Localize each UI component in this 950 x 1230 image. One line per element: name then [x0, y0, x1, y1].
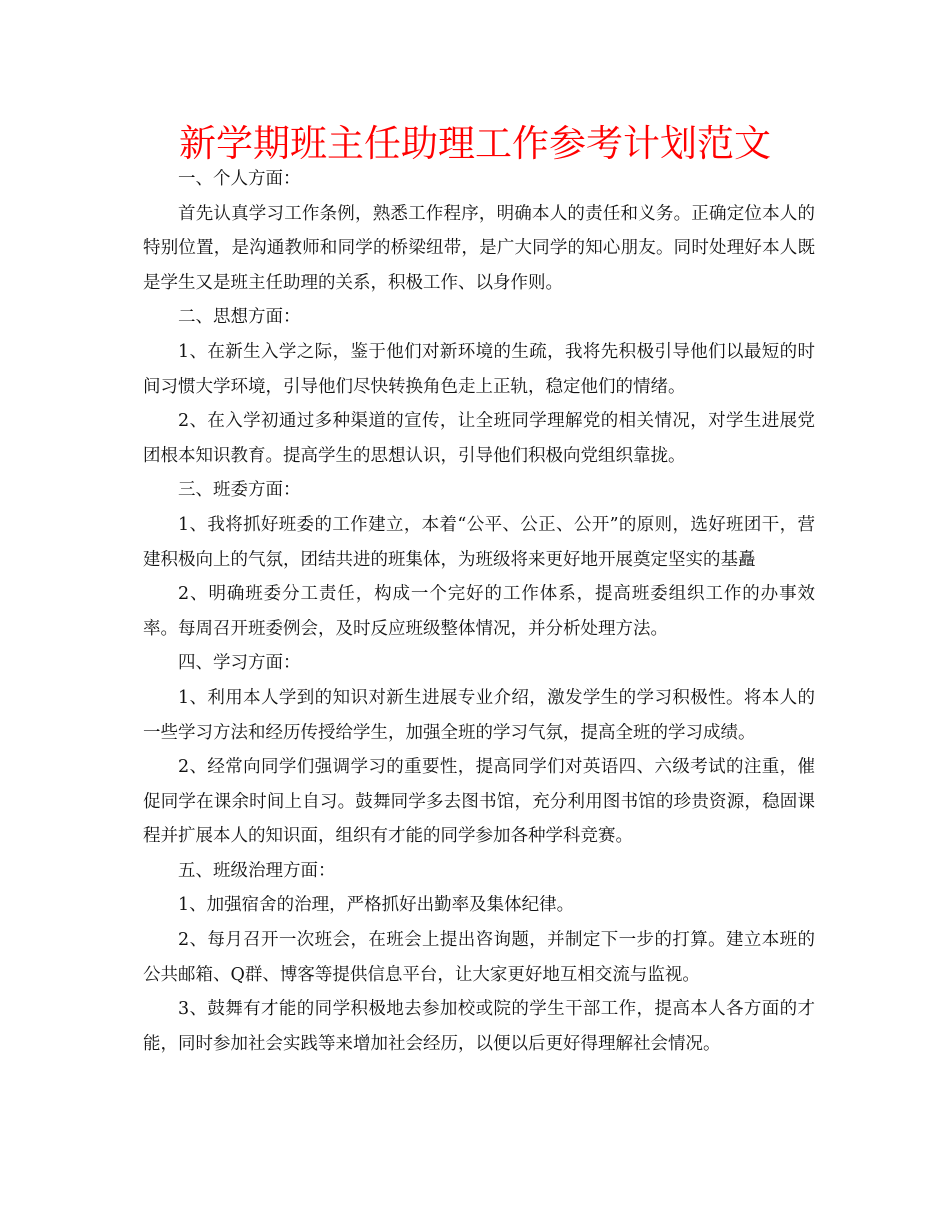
paragraph: 2、在入学初通过多种渠道的宣传，让全班同学理解党的相关情况，对学生进展党团根本知识教育。提高学生的思想认识，引导他们积极向党组织靠拢。: [143, 411, 815, 466]
paragraph: 1、加强宿舍的治理，严格抓好出勤率及集体纪律。: [178, 895, 575, 916]
paragraph: 2、明确班委分工责任，构成一个完好的工作体系，提高班委组织工作的办事效率。每周召开班委例会，及时反应班级整体情况，并分析处理方法。: [143, 584, 815, 639]
section-heading-study: 四、学习方面：: [178, 653, 301, 674]
document-body: [143, 162, 815, 1061]
section-heading-thought: 二、思想方面：: [178, 307, 301, 328]
paragraph: 2、每月召开一次班会，在班会上提出咨询题，并制定下一步的打算。建立本班的公共邮箱、Q群、博客等提供信息平台，让大家更好地互相交流与监视。: [143, 930, 815, 985]
paragraph: 2、经常向同学们强调学习的重要性，提高同学们对英语四、六级考试的注重，催促同学在课余时间上自习。鼓舞同学多去图书馆，充分利用图书馆的珍贵资源，稳固课程并扩展本人的知识面，组织有才能的同学参加各种学科竞赛。: [143, 757, 815, 847]
paragraph: 1、利用本人学到的知识对新生进展专业介绍，激发学生的学习积极性。将本人的一些学习方法和经历传授给学生，加强全班的学习气氛，提高全班的学习成绩。: [143, 687, 815, 743]
paragraph: 首先认真学习工作条例，熟悉工作程序，明确本人的责任和义务。正确定位本人的特别位置，是沟通教师和同学的桥梁纽带，是广大同学的知心朋友。同时处理好本人既是学生又是班主任助理的关系，积极工作、以身作则。: [143, 203, 815, 293]
section-heading-personal: 一、个人方面：: [178, 169, 301, 189]
section-heading-committee: 三、班委方面：: [178, 480, 301, 501]
paragraph: 1、我将抓好班委的工作建立，本着“公平、公正、公开”的原则，选好班团干，营建积极向上的气氛，团结共进的班集体，为班级将来更好地开展奠定坚实的基矗: [143, 514, 815, 570]
section-heading-management: 五、班级治理方面：: [178, 860, 336, 881]
paragraph: 3、鼓舞有才能的同学积极地去参加校或院的学生干部工作，提高本人各方面的才能，同时参加社会实践等来增加社会经历，以便以后更好得理解社会情况。: [143, 999, 815, 1054]
paragraph: 1、在新生入学之际，鉴于他们对新环境的生疏，我将先积极引导他们以最短的时间习惯大学环境，引导他们尽快转换角色走上正轨，稳定他们的情绪。: [143, 341, 815, 397]
document-title: 新学期班主任助理工作参考计划范文: [179, 122, 771, 165]
